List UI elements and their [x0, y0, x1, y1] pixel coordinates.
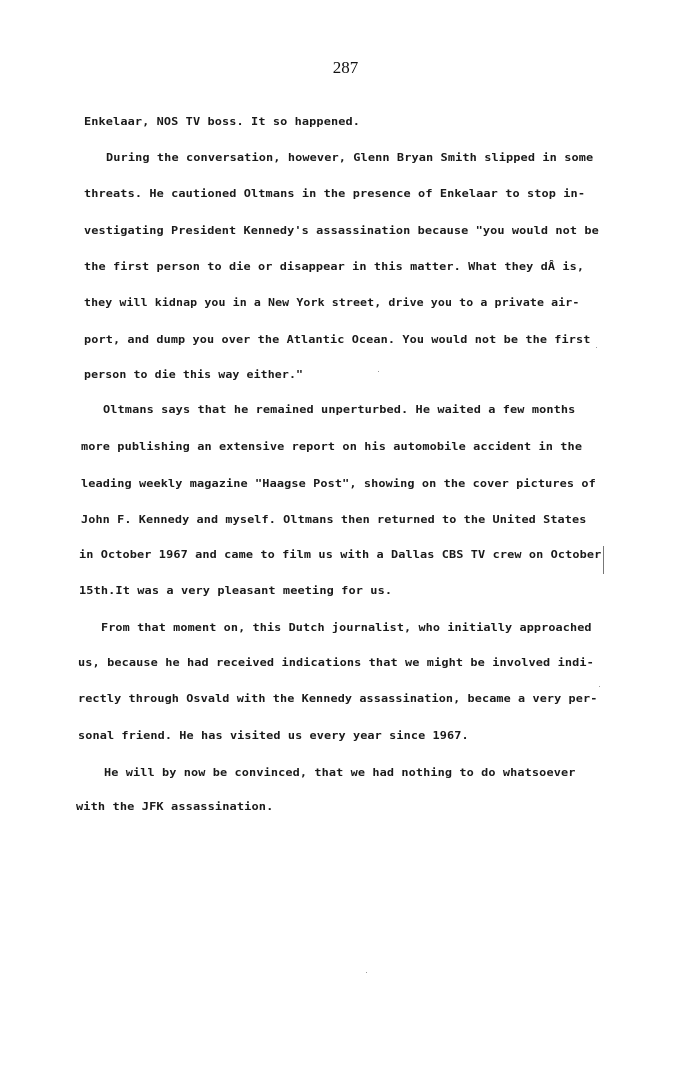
text-line: vestigating President Kennedy's assassination because "you would not be [84, 225, 599, 237]
page-number: 287 [332, 58, 359, 77]
text-line: 15th.It was a very pleasant meeting for us. [79, 585, 393, 597]
text-line: they will kidnap you in a New York street, drive you to a private air- [84, 297, 580, 309]
text-line: Oltmans says that he remained unperturbed. He waited a few months [103, 404, 576, 416]
text-line: more publishing an extensive report on his automobile accident in the [81, 441, 583, 453]
scan-speck [599, 686, 600, 687]
text-line: He will by now be convinced, that we had nothing to do whatsoever [104, 767, 576, 779]
scan-speck [378, 371, 379, 372]
text-line: Enkelaar, NOS TV boss. It so happened. [84, 116, 361, 128]
text-line: in October 1967 and came to film us with a Dallas CBS TV crew on October [79, 549, 602, 561]
text-line: the first person to die or disappear in this matter. What they dÂ is, [84, 261, 585, 273]
margin-mark [603, 546, 604, 574]
scan-speck [366, 972, 367, 973]
text-line: John F. Kennedy and myself. Oltmans then returned to the United States [81, 514, 587, 526]
text-line: sonal friend. He has visited us every year since 1967. [78, 730, 469, 742]
text-line: leading weekly magazine "Haagse Post", showing on the cover pictures of [81, 478, 596, 490]
text-line: rectly through Osvald with the Kennedy assassination, became a very per- [78, 693, 598, 705]
text-line: During the conversation, however, Glenn Bryan Smith slipped in some [106, 152, 594, 164]
scan-speck [596, 347, 597, 348]
text-line: us, because he had received indications that we might be involved indi- [78, 657, 594, 669]
text-line: person to die this way either." [84, 369, 304, 381]
text-line: From that moment on, this Dutch journalist, who initially approached [101, 622, 592, 634]
text-line: with the JFK assassination. [76, 801, 274, 813]
text-line: threats. He cautioned Oltmans in the presence of Enkelaar to stop in- [84, 188, 586, 200]
text-line: port, and dump you over the Atlantic Ocean. You would not be the first [84, 334, 591, 346]
